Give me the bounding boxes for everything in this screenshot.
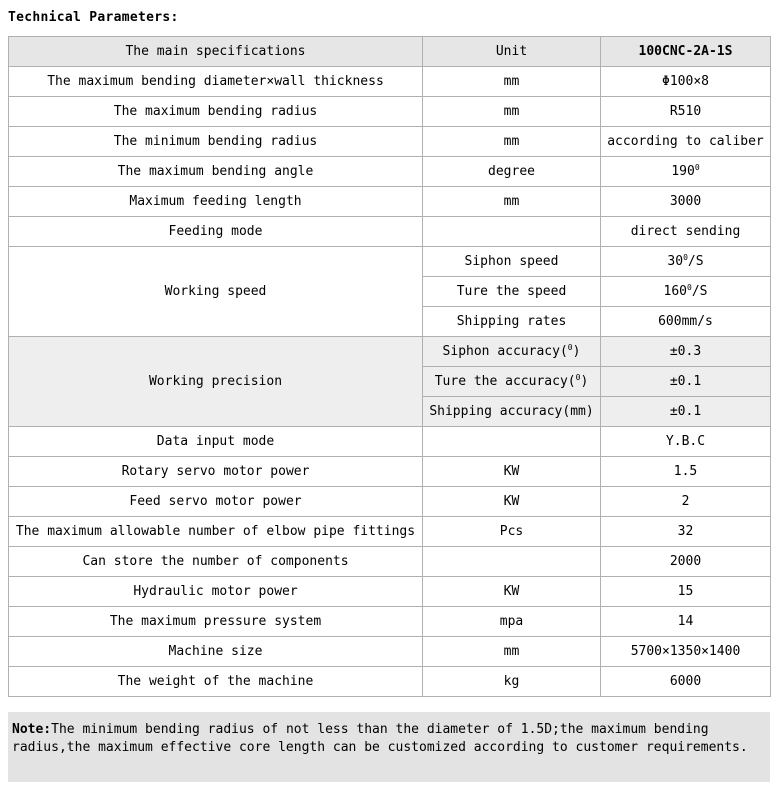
value-cell: 14: [601, 607, 771, 637]
header-model: 100CNC-2A-1S: [601, 37, 771, 67]
table-row: [9, 67, 771, 97]
spec-cell: The maximum pressure system: [9, 607, 423, 637]
unit-cell: degree: [423, 157, 601, 187]
table-row: [9, 427, 771, 457]
value-text: 30: [667, 253, 684, 269]
degree-sup: 0: [575, 372, 581, 382]
table-row: [9, 187, 771, 217]
unit-cell: [423, 367, 601, 397]
header-spec: The main specifications: [9, 37, 423, 67]
unit-suffix: ): [580, 373, 589, 389]
value-suffix: /S: [687, 253, 704, 269]
working-speed-label: Working speed: [9, 247, 423, 337]
spec-cell: Machine size: [9, 637, 423, 667]
spec-cell: The weight of the machine: [9, 667, 423, 697]
spec-cell: Can store the number of components: [9, 547, 423, 577]
unit-cell: mm: [423, 187, 601, 217]
unit-cell: KW: [423, 577, 601, 607]
unit-cell: mpa: [423, 607, 601, 637]
table-header-row: [9, 37, 771, 67]
degree-sup: 0: [687, 282, 692, 292]
note-text: The minimum bending radius of not less than the diameter of 1.5D;the maximum bending radius,the maximum effective core length can be customized according to customer requirements.: [12, 722, 748, 755]
value-cell: [601, 157, 771, 187]
value-cell: 15: [601, 577, 771, 607]
value-cell: [601, 277, 771, 307]
unit-cell: Ture the speed: [423, 277, 601, 307]
unit-cell: mm: [423, 637, 601, 667]
spec-cell: The maximum bending angle: [9, 157, 423, 187]
unit-cell: Shipping accuracy(mm): [423, 397, 601, 427]
table-row: [9, 337, 771, 367]
degree-sup: 0: [567, 342, 573, 352]
value-cell: 6000: [601, 667, 771, 697]
unit-cell: KW: [423, 487, 601, 517]
spec-cell: Hydraulic motor power: [9, 577, 423, 607]
degree-sup: 0: [683, 252, 688, 262]
table-row: [9, 667, 771, 697]
value-cell: direct sending: [601, 217, 771, 247]
spec-cell: Feeding mode: [9, 217, 423, 247]
value-suffix: /S: [691, 283, 708, 299]
table-row: [9, 547, 771, 577]
unit-cell: KW: [423, 457, 601, 487]
value-cell: according to caliber: [601, 127, 771, 157]
unit-cell: Shipping rates: [423, 307, 601, 337]
unit-cell: mm: [423, 97, 601, 127]
table-row: [9, 127, 771, 157]
value-cell: 2: [601, 487, 771, 517]
unit-text: Siphon accuracy(: [442, 343, 568, 359]
page-title: Technical Parameters:: [8, 10, 179, 25]
spec-cell: The maximum bending radius: [9, 97, 423, 127]
unit-suffix: ): [572, 343, 581, 359]
value-text: 190: [671, 163, 695, 179]
table-row: [9, 517, 771, 547]
table-row: [9, 457, 771, 487]
value-cell: Y.B.C: [601, 427, 771, 457]
value-cell: 2000: [601, 547, 771, 577]
note-label: Note:: [12, 722, 52, 737]
header-unit: Unit: [423, 37, 601, 67]
value-text: 160: [663, 283, 687, 299]
value-cell: ±0.3: [601, 337, 771, 367]
spec-cell: The minimum bending radius: [9, 127, 423, 157]
table-row: [9, 247, 771, 277]
spec-cell: Rotary servo motor power: [9, 457, 423, 487]
working-precision-label: Working precision: [9, 337, 423, 427]
unit-cell: [423, 547, 601, 577]
table-row: [9, 97, 771, 127]
unit-cell: [423, 217, 601, 247]
table-row: [9, 577, 771, 607]
unit-cell: mm: [423, 67, 601, 97]
spec-cell: Data input mode: [9, 427, 423, 457]
table-row: [9, 217, 771, 247]
unit-text: Ture the accuracy(: [434, 373, 576, 389]
spec-cell: The maximum allowable number of elbow pipe fittings: [9, 517, 423, 547]
table-row: [9, 637, 771, 667]
spec-cell: Feed servo motor power: [9, 487, 423, 517]
value-cell: 3000: [601, 187, 771, 217]
note-box: [8, 712, 770, 782]
unit-cell: mm: [423, 127, 601, 157]
value-cell: ±0.1: [601, 397, 771, 427]
table-row: [9, 487, 771, 517]
value-cell: 32: [601, 517, 771, 547]
value-cell: [601, 247, 771, 277]
unit-cell: [423, 337, 601, 367]
value-cell: ±0.1: [601, 367, 771, 397]
technical-parameters-table: [8, 36, 771, 697]
value-cell: 5700×1350×1400: [601, 637, 771, 667]
value-cell: 1.5: [601, 457, 771, 487]
value-cell: 600mm/s: [601, 307, 771, 337]
unit-cell: Siphon speed: [423, 247, 601, 277]
table-row: [9, 157, 771, 187]
spec-cell: The maximum bending diameter×wall thickness: [9, 67, 423, 97]
table-row: [9, 607, 771, 637]
spec-cell: Maximum feeding length: [9, 187, 423, 217]
degree-sup: 0: [694, 162, 700, 172]
value-cell: Φ100×8: [601, 67, 771, 97]
unit-cell: Pcs: [423, 517, 601, 547]
value-cell: R510: [601, 97, 771, 127]
unit-cell: kg: [423, 667, 601, 697]
unit-cell: [423, 427, 601, 457]
